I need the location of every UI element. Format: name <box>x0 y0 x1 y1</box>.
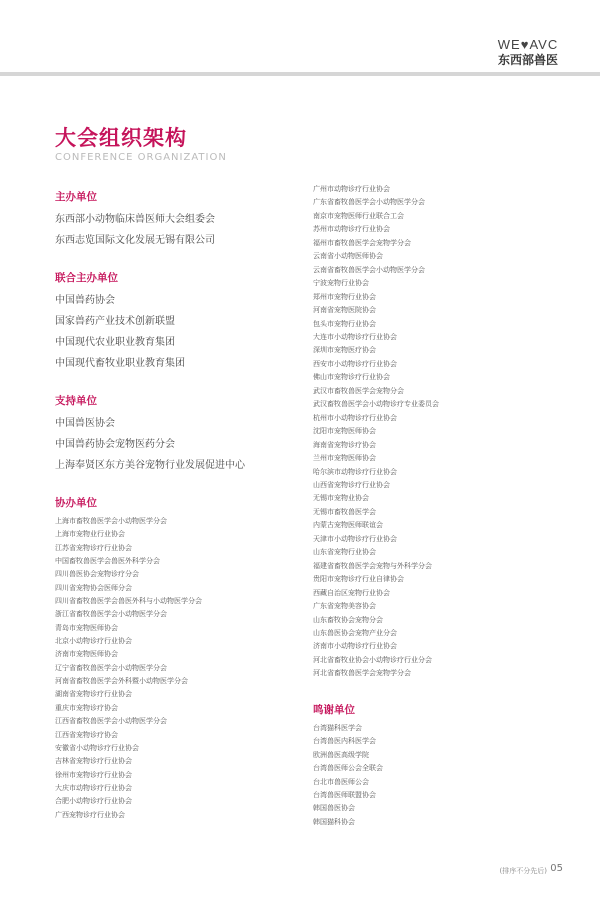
organization-item: 天津市小动物诊疗行业协会 <box>313 534 397 543</box>
organization-item: 云南省畜牧兽医学会小动物医学分会 <box>313 265 425 274</box>
organization-item: 湖南省宠物诊疗行业协会 <box>55 690 132 699</box>
organization-item: 福州市畜牧兽医学会宠物学分会 <box>313 238 411 247</box>
page-subtitle: CONFERENCE ORGANIZATION <box>55 152 227 163</box>
organization-item: 云南省小动物医师协会 <box>313 252 383 261</box>
organization-item: 河南省宠物医院协会 <box>313 306 376 315</box>
organization-item: 南京市宠物医师行业联合工会 <box>313 211 404 220</box>
organization-item: 武汉畜牧兽医学会小动物诊疗专业委员会 <box>313 400 439 409</box>
organization-item: 海南省宠物诊疗协会 <box>313 440 376 449</box>
coorg-list-right <box>313 183 553 681</box>
host-list <box>55 209 275 251</box>
page-number: 05 <box>550 863 563 874</box>
organization-item: 沈阳市宠物医师协会 <box>313 427 376 436</box>
organization-item: 无锡市宠物业协会 <box>313 494 369 503</box>
organization-item: 徐州市宠物诊疗行业协会 <box>55 770 132 779</box>
organization-item: 台湾兽医师联盟协会 <box>313 791 376 800</box>
organization-item: 广西宠物诊疗行业协会 <box>55 810 125 819</box>
organization-item: 四川省宠物协会医师分会 <box>55 583 132 592</box>
organization-item: 青岛市宠物医师协会 <box>55 623 118 632</box>
organization-item: 台湾兽医内科医学会 <box>313 737 376 746</box>
organization-item: 广东省宠物美容协会 <box>313 602 376 611</box>
thanks-heading: 鸣谢单位 <box>313 703 355 716</box>
cohost-list <box>55 290 275 374</box>
organization-item: 兰州市宠物医师协会 <box>313 454 376 463</box>
organization-item: 济南市宠物医师协会 <box>55 650 118 659</box>
organization-item: 中国现代畜牧业职业教育集团 <box>55 358 185 369</box>
organization-item: 大连市小动物诊疗行业协会 <box>313 332 397 341</box>
organization-item: 韩国兽医协会 <box>313 804 355 813</box>
organization-item: 深圳市宠物医疗协会 <box>313 346 376 355</box>
organization-item: 江西省畜牧兽医学会小动物医学分会 <box>55 717 167 726</box>
organization-item: 上海奉贤区东方美谷宠物行业发展促进中心 <box>55 460 245 471</box>
support-list <box>55 413 275 476</box>
organization-item: 江西省宠物诊疗协会 <box>55 730 118 739</box>
organization-item: 中国兽医协会 <box>55 418 115 429</box>
organization-item: 台北市兽医师公会 <box>313 777 369 786</box>
organization-item: 杭州市小动物诊疗行业协会 <box>313 413 397 422</box>
organization-item: 上海市畜牧兽医学会小动物医学分会 <box>55 517 167 525</box>
organization-item: 内蒙古宠物医师联谊会 <box>313 521 383 530</box>
organization-item: 中国畜牧兽医学会兽医外科学分会 <box>55 557 160 566</box>
organization-item: 四川兽医协会宠物诊疗分会 <box>55 570 139 579</box>
organization-item: 韩国猫科协会 <box>313 817 355 826</box>
organization-item: 吉林省宠物诊疗行业协会 <box>55 757 132 766</box>
logo-chinese-name: 东西部兽医 <box>497 53 558 67</box>
organization-item: 广东省畜牧兽医学会小动物医学分会 <box>313 198 425 207</box>
support-heading: 支持单位 <box>55 395 97 407</box>
organization-item: 合肥小动物诊疗行业协会 <box>55 797 132 806</box>
organization-item: 台湾兽医师公会全联会 <box>313 764 383 773</box>
organization-item: 济南市小动物诊疗行业协会 <box>313 642 397 651</box>
right-column <box>313 183 553 829</box>
organization-item: 辽宁省畜牧兽医学会小动物医学分会 <box>55 663 167 672</box>
organization-item: 中国现代农业职业教育集团 <box>55 337 175 348</box>
organization-item: 上海市宠物业行业协会 <box>55 530 125 539</box>
coorg-list-left <box>55 515 275 822</box>
organization-item: 西安市小动物诊疗行业协会 <box>313 359 397 368</box>
organization-item: 台湾猫科医学会 <box>313 723 362 732</box>
organization-item: 山西省宠物诊疗行业协会 <box>313 480 390 489</box>
organization-item: 佛山市宠物诊疗行业协会 <box>313 373 390 382</box>
organization-item: 河北省畜牧兽医学会宠物学分会 <box>313 669 411 678</box>
coorg-heading: 协办单位 <box>55 497 97 509</box>
sort-note: (排序不分先后) <box>499 867 547 875</box>
organization-item: 哈尔滨市动物诊疗行业协会 <box>313 467 397 476</box>
organization-item: 江苏省宠物诊疗行业协会 <box>55 543 132 552</box>
organization-item: 安徽省小动物诊疗行业协会 <box>55 743 139 752</box>
organization-item: 宁波宠物行业协会 <box>313 279 369 288</box>
organization-item: 东西志览国际文化发展无锡有限公司 <box>55 235 215 246</box>
organization-item: 四川省畜牧兽医学会兽医外科与小动物医学分会 <box>55 597 202 606</box>
organization-item: 武汉市畜牧兽医学会宠物分会 <box>313 386 404 395</box>
organization-item: 福建省畜牧兽医学会宠物与外科学分会 <box>313 561 432 570</box>
organization-item: 山东畜牧协会宠物分会 <box>313 615 383 624</box>
organization-item: 中国兽药协会宠物医药分会 <box>55 439 175 450</box>
cohost-heading: 联合主办单位 <box>55 272 118 284</box>
thanks-list <box>313 722 553 830</box>
organization-item: 河南省畜牧兽医学会外科暨小动物医学分会 <box>55 677 188 686</box>
organization-item: 苏州市动物诊疗行业协会 <box>313 225 390 234</box>
organization-item: 中国兽药协会 <box>55 295 115 306</box>
organization-item: 欧洲兽医高级学院 <box>313 750 369 759</box>
organization-item: 郑州市宠物行业协会 <box>313 292 376 301</box>
organization-item: 浙江省畜牧兽医学会小动物医学分会 <box>55 610 167 619</box>
organization-item: 无锡市畜牧兽医学会 <box>313 507 376 516</box>
header-divider <box>0 72 600 76</box>
logo-wordmark: WE♥AVC <box>497 37 559 52</box>
organization-item: 山东兽医协会宠物产业分会 <box>313 628 397 637</box>
page-title: 大会组织架构 <box>55 126 187 150</box>
organization-item: 重庆市宠物诊疗协会 <box>55 703 118 712</box>
organization-item: 广州市动物诊疗行业协会 <box>313 185 390 193</box>
organization-item: 河北省畜牧业协会小动物诊疗行业分会 <box>313 655 432 664</box>
left-column <box>55 189 275 822</box>
organization-item: 北京小动物诊疗行业协会 <box>55 637 132 646</box>
organization-item: 大庆市动物诊疗行业协会 <box>55 783 132 792</box>
organization-item: 东西部小动物临床兽医师大会组委会 <box>55 214 215 225</box>
organization-item: 国家兽药产业技术创新联盟 <box>55 316 175 327</box>
organization-item: 包头市宠物行业协会 <box>313 319 376 328</box>
organization-item: 贵阳市宠物诊疗行业自律协会 <box>313 575 404 584</box>
organization-item: 山东省宠物行业协会 <box>313 548 376 557</box>
logo <box>478 38 578 67</box>
organization-item: 西藏自治区宠物行业协会 <box>313 588 390 597</box>
host-heading: 主办单位 <box>55 191 97 203</box>
